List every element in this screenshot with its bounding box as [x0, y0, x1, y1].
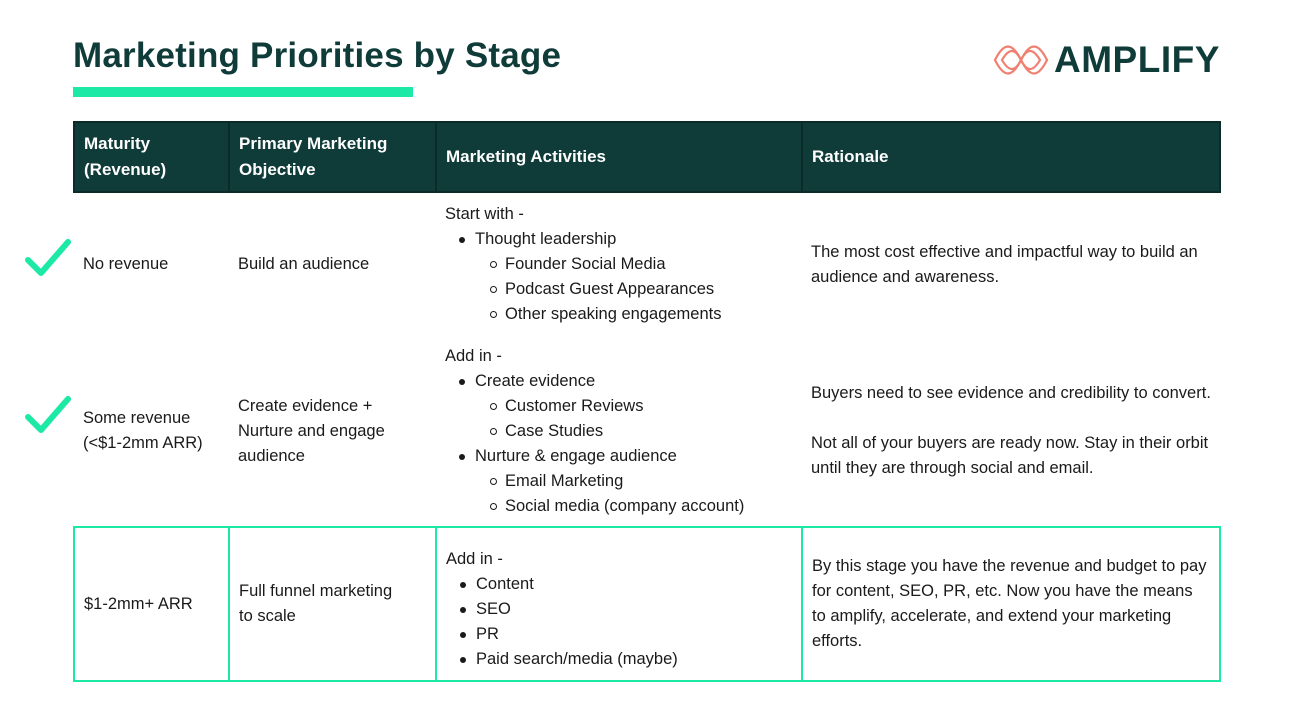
activities-cell [436, 336, 802, 527]
rationale-cell: The most cost effective and impactful way to build an audience and awareness. [811, 242, 1198, 286]
list-item: Case Studies [505, 419, 793, 444]
list-item: Paid search/media (maybe) [476, 647, 792, 672]
maturity-cell: Some revenue (<$1-2mm ARR) [83, 409, 203, 452]
sub-list [475, 394, 793, 444]
objective-cell: Full funnel marketing to scale [229, 527, 436, 681]
amplify-logo [992, 36, 1220, 84]
list-item: Founder Social Media [505, 252, 793, 277]
header-activities: Marketing Activities [436, 122, 802, 192]
table-row [74, 192, 1220, 336]
list-item: PR [476, 622, 792, 647]
list-item: Other speaking engagements [505, 302, 793, 327]
list-item: Social media (company account) [505, 494, 793, 519]
activities-cell [436, 192, 802, 336]
sub-list [475, 469, 793, 519]
list-item: SEO [476, 597, 792, 622]
maturity-cell: $1-2mm+ ARR [74, 527, 229, 681]
objective-cell: Create evidence + Nurture and engage audience [238, 396, 385, 465]
list-item: Customer Reviews [505, 394, 793, 419]
rationale-cell: By this stage you have the revenue and budget to pay for content, SEO, PR, etc. Now you have the means to amplify, accelerate, and extend your marketing efforts. [802, 527, 1220, 681]
activities-list [445, 369, 793, 519]
activities-intro: Add in - [446, 549, 503, 568]
activities-intro: Start with - [445, 205, 524, 223]
activities-list [445, 227, 793, 327]
page-title: Marketing Priorities by Stage [73, 36, 562, 75]
table-header-row [74, 122, 1220, 192]
table-row-highlighted [74, 527, 1220, 681]
maturity-cell: No revenue [83, 255, 169, 273]
activities-list [446, 572, 792, 672]
checkmark-icon [24, 393, 72, 437]
rationale-cell: Buyers need to see evidence and credibility to convert. Not all of your buyers are ready now. Stay in their orbit until they are through social and email. [811, 384, 1211, 477]
logo-text: AMPLIFY [1054, 39, 1220, 80]
header-objective: Primary Marketing Objective [229, 122, 436, 192]
objective-cell: Build an audience [238, 255, 370, 273]
list-item: Thought leadership Founder Social Media Podcast Guest Appearances Other speaking engagements [475, 227, 793, 327]
list-item: Podcast Guest Appearances [505, 277, 793, 302]
list-item: Email Marketing [505, 469, 793, 494]
activities-intro: Add in - [445, 346, 502, 365]
list-item: Create evidence Customer Reviews Case Studies [475, 369, 793, 444]
table-row [74, 336, 1220, 527]
title-underline [73, 87, 413, 97]
activities-cell [436, 527, 802, 681]
list-item: Content [476, 572, 792, 597]
amplify-logo-icon [992, 36, 1050, 84]
header-rationale: Rationale [802, 122, 1220, 192]
checkmark-icon [24, 236, 72, 280]
header-maturity: Maturity (Revenue) [74, 122, 229, 192]
sub-list [475, 252, 793, 327]
list-item: Nurture & engage audience Email Marketing Social media (company account) [475, 444, 793, 519]
stages-table [73, 121, 1221, 682]
